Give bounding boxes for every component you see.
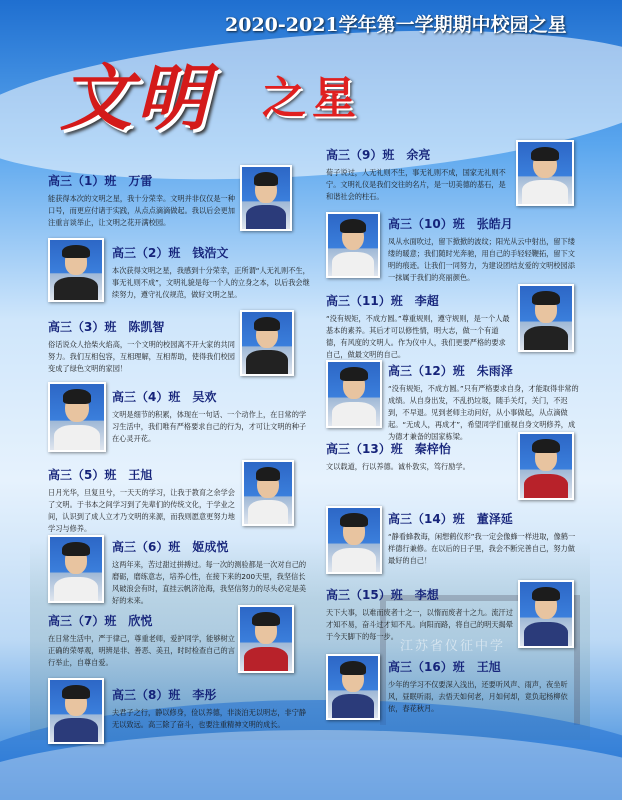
student-name: 李彤 [192,688,217,702]
student-quote: 俗话说众人拾柴火焰高，一个文明的校园离不开大家的共同努力。我们互相包容，互相理解，互相帮助，使得我们校园变成了绿色文明的家园！ [48,340,235,373]
star-entry [326,440,512,473]
class-name-line [48,318,238,335]
student-name: 王旭 [476,660,501,674]
star-entry [48,612,236,669]
student-quote: “静看蜂教诲，闲想鹤仪形”我一定会像蜂一样进取，像鹤一样德行兼修。在以后的日子里，我会不断完善自己，努力做最好的自己！ [388,532,576,565]
student-photo [326,360,382,428]
page-subtitle: 2020-2021学年第一学期期中校园之星 [225,14,567,36]
class-name-line [112,538,312,555]
student-quote: “没有规矩，不成方圆。”尊重规则，遵守规则，是一个人最基本的素养。其后才可以修性情，明大志，做一个有道德，有风度的文明人。作为仪中人，我们更要严格的要求自己，做最文明的自己。 [326,314,510,359]
student-photo [518,580,574,648]
student-name: 万雷 [128,174,153,188]
star-entry [112,686,312,731]
student-quote: 文明是细节的积累，体现在一句话、一个动作上，在日常的学习生活中，我们唯有严格要求自己的行为，才可让文明的种子在心灵开花。 [112,410,307,443]
student-name: 朱雨泽 [476,364,513,378]
student-photo [518,284,574,352]
student-photo [242,460,294,526]
star-entry [112,538,312,607]
student-name: 陈凯智 [128,320,165,334]
class-name-line [112,244,312,261]
gate-text: 江苏省仪征中学 [400,639,506,654]
class-name-line [326,440,512,457]
class-name-line [388,362,582,379]
class-label: 高三（10）班 [388,217,465,231]
student-name: 董泽延 [476,512,513,526]
student-name: 欣悦 [128,614,153,628]
star-entry [326,146,512,203]
student-photo [238,605,294,673]
student-quote: 能获得本次的文明之星，我十分荣幸。文明并非仅仅是一种口号，而更应付诸于实践，从点点滴滴做起。我以后会更加注重言谈举止，让文明之花开满校园。 [48,194,235,227]
class-label: 高三（13）班 [326,442,403,456]
class-name-line [326,146,512,163]
student-name: 李想 [414,588,439,602]
class-name-line [388,510,582,527]
star-entry [48,318,238,375]
student-photo [326,506,382,574]
star-entry [326,292,512,361]
student-photo [516,140,574,206]
class-name-line [388,658,582,675]
star-entry [388,362,582,443]
student-quote: 在日常生活中，严于律己，尊重老师，爱护同学，能够树立正确的荣辱观，明辨是非、善恶、美丑，时时检查自己的言行举止，自尊自爱。 [48,634,235,667]
star-entry [326,586,514,643]
student-quote: 荀子说过，人无礼则不生，事无礼则不成，国家无礼则不宁。文明礼仪是我们交往的名片，是一切美德的基石，是和谐社会的柱石。 [326,168,506,201]
class-label: 高三（16）班 [388,660,465,674]
student-name: 姬成悦 [192,540,229,554]
star-entry [48,172,236,229]
star-entry [388,215,580,284]
student-quote: 天下大事，以难而废者十之一，以惰而废者十之九。流汗过才知不易，奋斗过才知不凡。向阳而路，将自己的明天揭晕于今天脚下的每一步。 [326,608,513,641]
class-label: 高三（2）班 [112,246,181,260]
class-label: 高三（15）班 [326,588,403,602]
student-name: 钱浩文 [192,246,229,260]
student-quote: “没有规矩，不成方圆。”只有严格要求自身，才能取得非常的成绩。从自身出发，不乱扔垃圾，随手关灯，关门，不迟到，不早退。见到老师主动问好，从小事做起，从点滴做起。“无成人，再成才”，希望同学们重视自身文明修养，成为德才兼备的国家栋梁。 [388,384,579,441]
class-name-line [48,612,236,629]
class-name-line [326,586,514,603]
class-label: 高三（12）班 [388,364,465,378]
class-name-line [112,686,312,703]
student-quote: 日月光华，旦复旦兮，一天天的学习，让我于教育之余学会了文明。于书本之间学习到了先辈们的传统文化，于学业之间，认识到了成人立才乃文明的来源，而我则愿意更努力地学习与修养。 [48,488,235,533]
class-label: 高三（11）班 [326,294,403,308]
class-label: 高三（6）班 [112,540,181,554]
student-quote: 夫君子之行，静以修身，俭以养德，非淡泊无以明志，非宁静无以致远。高三除了奋斗，也要注重精神文明的成长。 [112,708,307,729]
class-label: 高三（7）班 [48,614,117,628]
student-photo [48,238,104,302]
student-quote: 凤从水面吹过，留下掀掀的波纹；阳光从云中射出，留下缕缕的暖意；我们随时光奔驰，用自己的手轻轻鞭拓，留下文明的痕迹。让我们一同努力，为建设团结友爱的文明校园添一抹属于我们的亮丽颜色。 [388,237,575,282]
class-label: 高三（8）班 [112,688,181,702]
star-entry [112,244,312,301]
star-entry [48,466,238,535]
student-name: 张皓月 [476,217,513,231]
student-photo [326,654,380,720]
student-photo [240,165,292,231]
class-label: 高三（1）班 [48,174,117,188]
student-name: 余亮 [406,148,431,162]
student-quote: 文以载道，行以养德。诚朴敦实，笃行励学。 [326,462,470,471]
student-photo [518,432,574,500]
student-name: 吴欢 [192,390,217,404]
class-label: 高三（3）班 [48,320,117,334]
class-name-line [48,172,236,189]
student-photo [48,678,104,744]
page-title-tail: 之星 [262,73,362,124]
star-entry [388,510,582,567]
student-name: 秦梓怡 [414,442,451,456]
class-label: 高三（4）班 [112,390,181,404]
class-name-line [326,292,512,309]
class-name-line [48,466,238,483]
student-photo [48,535,104,603]
student-quote: 少年的学习不仅要深入浅出，还要听风声、雨声，夜坐听风，昼眠听雨，去悟天如何老，月如何却，竟负起杨柳依依，春花秋月。 [388,680,568,713]
class-label: 高三（14）班 [388,512,465,526]
student-photo [48,382,106,452]
class-label: 高三（9）班 [326,148,395,162]
class-label: 高三（5）班 [48,468,117,482]
star-entry [388,658,582,715]
star-entry [112,388,312,445]
class-name-line [112,388,312,405]
student-photo [240,310,294,376]
student-name: 李超 [414,294,439,308]
student-quote: 这两年来，苦过甜过拼搏过。每一次的测验都是一次对自己的磨砺，磨练意志，培养心性，在接下来的200天里，我坚信长风破浪会有时，直挂云帆济沧海，我坚信努力的尽头必定是美好的未来。 [112,560,307,605]
student-photo [326,212,380,278]
student-name: 王旭 [128,468,153,482]
class-name-line [388,215,580,232]
student-quote: 本次获得文明之星，我感到十分荣幸，正所谓“人无礼则不生，事无礼则不成”，文明礼貌是每一个人的立身之本，以后我会继续努力，遵守礼仪规范，做好文明之星。 [112,266,310,299]
page-title-main: 文明 [60,55,213,140]
